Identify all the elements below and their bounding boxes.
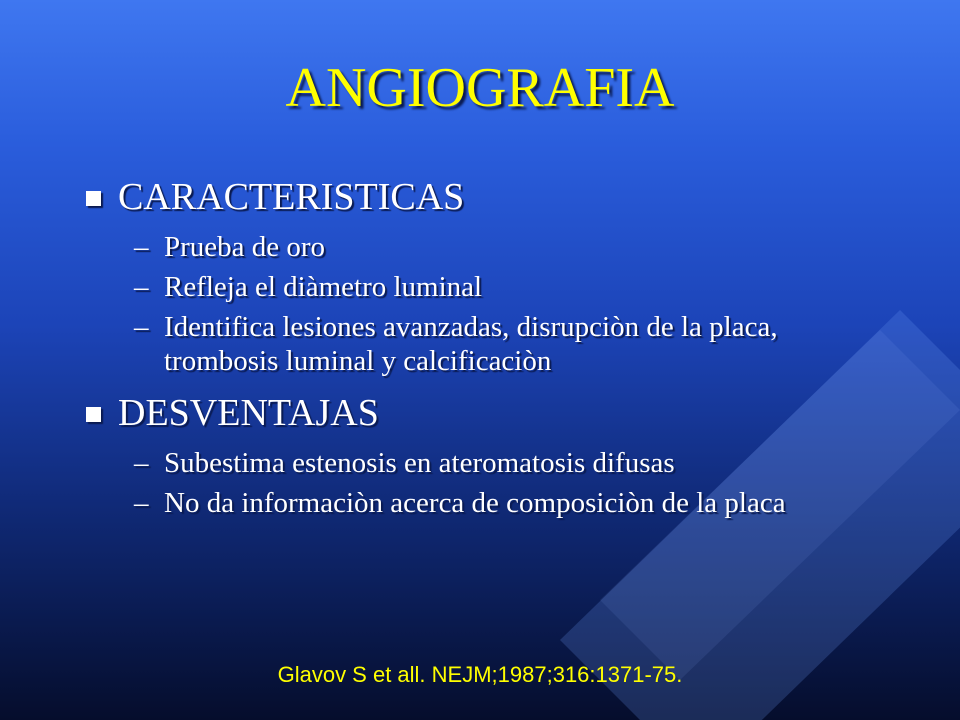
- square-bullet-icon: [86, 191, 101, 206]
- list-item: [86, 486, 886, 520]
- section-desventajas: [86, 388, 886, 520]
- sub-item-list: [86, 230, 886, 378]
- slide-content: [86, 172, 886, 530]
- square-bullet-icon: [86, 407, 101, 422]
- list-item-text: Identifica lesiones avanzadas, disrupciòn de la placa, trombosis luminal y calcificaciòn: [164, 311, 778, 377]
- dash-marker: –: [134, 311, 149, 343]
- section-heading: [86, 172, 886, 222]
- list-item-text: Refleja el diàmetro luminal: [164, 271, 483, 303]
- section-caracteristicas: [86, 172, 886, 378]
- list-item-text: No da informaciòn acerca de composiciòn de la placa: [164, 487, 786, 519]
- dash-marker: –: [134, 231, 149, 263]
- list-item: [86, 446, 886, 480]
- citation: Glavov S et all. NEJM;1987;316:1371-75.: [277, 662, 683, 687]
- section-heading-text: DESVENTAJAS: [118, 392, 379, 434]
- slide-title: ANGIOGRAFIA: [285, 57, 675, 119]
- section-heading: [86, 388, 886, 438]
- list-item: [86, 270, 886, 304]
- dash-marker: –: [134, 271, 149, 303]
- dash-marker: –: [134, 447, 149, 479]
- list-item: [86, 310, 886, 378]
- dash-marker: –: [134, 487, 149, 519]
- sub-item-list: [86, 446, 886, 520]
- list-item-text: Prueba de oro: [164, 231, 326, 263]
- list-item-text: Subestima estenosis en ateromatosis difusas: [164, 447, 675, 479]
- list-item: [86, 230, 886, 264]
- section-heading-text: CARACTERISTICAS: [118, 176, 465, 218]
